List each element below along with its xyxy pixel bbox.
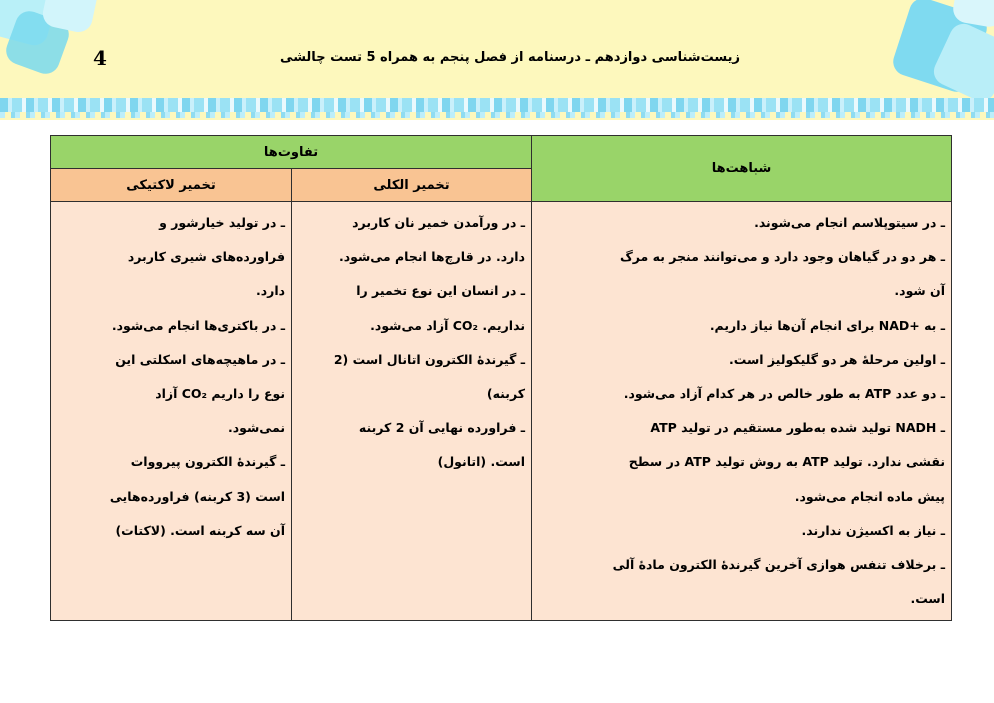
lactic-line: ـ در باکتری‌ها انجام می‌شود.: [111, 317, 286, 333]
page-header: [0, 0, 994, 120]
alcoholic-line: ـ گیرندهٔ الکترون اتانال است (2: [333, 351, 526, 367]
alcoholic-line: ـ در انسان این نوع تخمیر را: [356, 283, 526, 299]
alcoholic-fermentation-header: تخمیر الکلی: [292, 169, 532, 202]
similarities-cell: [532, 202, 952, 621]
similarity-line: ـ NADH تولید شده به‌طور مستقیم در تولید ATP: [650, 420, 946, 436]
alcoholic-line: است. (اتانول): [437, 454, 526, 470]
lactic-list: [51, 202, 291, 552]
lactic-line: نوع را داریم CO₂ آزاد: [155, 386, 286, 402]
similarity-line: ـ به ‌+NAD برای انجام آن‌ها نیاز داریم.: [709, 317, 946, 333]
lactic-line: فراورده‌های شیری کاربرد: [127, 249, 286, 265]
alcoholic-list: [292, 202, 531, 484]
similarity-line: ـ نیاز به اکسیژن ندارند.: [801, 522, 946, 538]
lactic-line: ـ در ماهیچه‌های اسکلتی این: [115, 351, 286, 367]
similarities-list: [532, 202, 951, 620]
lactic-fermentation-cell: [51, 202, 292, 621]
similarity-line: نقشی ندارد. تولید ATP به روش تولید ATP در سطح: [628, 454, 946, 470]
lactic-fermentation-header: تخمیر لاکتیکی: [51, 169, 292, 202]
similarity-line: پیش ماده انجام می‌شود.: [794, 488, 946, 504]
page-number: 4: [93, 46, 107, 70]
differences-header: تفاوت‌ها: [51, 136, 532, 169]
alcoholic-line: ـ فراورده نهایی آن 2 کربنه: [358, 420, 526, 436]
lactic-line: آن سه کربنه است. (لاکتات): [115, 522, 286, 538]
similarity-line: است.: [910, 591, 946, 607]
alcoholic-fermentation-cell: [292, 202, 532, 621]
similarity-line: ـ اولین مرحلهٔ هر دو گلیکولیز است.: [728, 351, 946, 367]
alcoholic-line: کربنه): [486, 386, 526, 402]
alcoholic-line: دارد. در قارچ‌ها انجام می‌شود.: [338, 249, 526, 265]
decor-stripe-thin: [0, 112, 994, 118]
lactic-line: دارد.: [255, 283, 286, 299]
decor-stripe: [0, 98, 994, 112]
lactic-line: است (3 کربنه) فراورده‌هایی: [109, 488, 286, 504]
lactic-line: ـ در تولید خیارشور و: [159, 215, 286, 230]
page-title: زیست‌شناسی دوازدهم ـ درسنامه از فصل پنجم به همراه 5 تست چالشی: [280, 50, 740, 65]
lactic-line: ـ گیرندهٔ الکترون پیرووات: [130, 454, 286, 470]
alcoholic-line: ـ در ورآمدن خمیر نان کاربرد: [352, 215, 526, 230]
lactic-line: نمی‌شود.: [228, 420, 286, 436]
similarity-line: ـ دو عدد ATP به طور خالص در هر کدام آزاد می‌شود.: [623, 386, 946, 402]
alcoholic-line: نداریم. CO₂ آزاد می‌شود.: [370, 317, 526, 333]
similarity-line: ـ هر دو در گیاهان وجود دارد و می‌توانند منجر به مرگ: [619, 249, 946, 265]
similarity-line: ـ در سیتوپلاسم انجام می‌شوند.: [754, 215, 946, 230]
similarity-line: ـ برخلاف تنفس هوازی آخرین گیرندهٔ الکترون مادهٔ آلی: [612, 557, 946, 573]
similarities-header: شباهت‌ها: [532, 136, 952, 202]
comparison-table: [50, 135, 952, 621]
similarity-line: آن شود.: [894, 283, 946, 299]
